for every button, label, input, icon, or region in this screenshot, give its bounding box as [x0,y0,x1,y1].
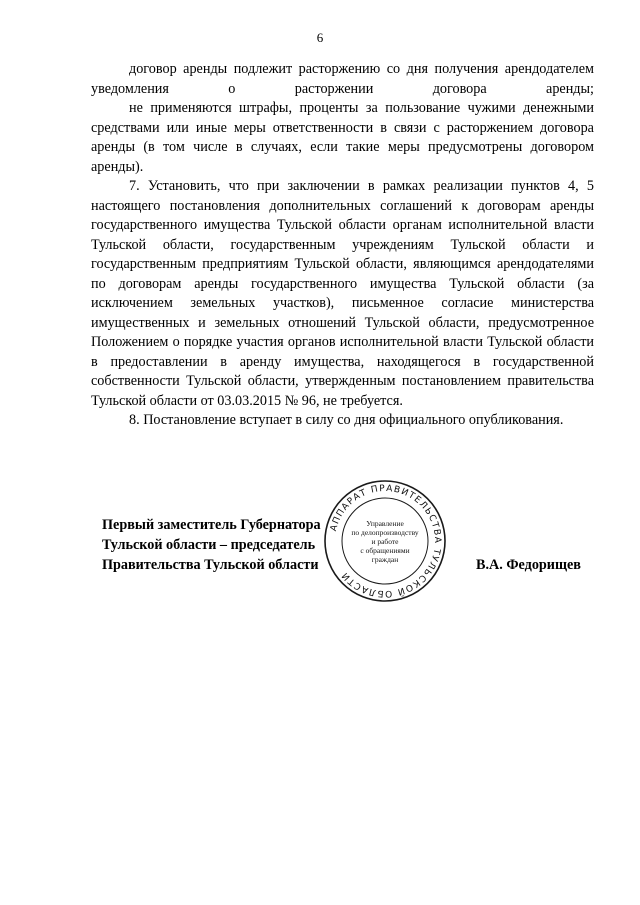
paragraph-no-penalties: не применяются штрафы, проценты за пользование чужими денежными средствами или иные меры ответственности в связи с расторжением договора аренды (в том числе в случаях, если такие меры предусмотрены договором аренды). [91,100,594,175]
signatory-title-line: Тульской области – председатель [102,537,316,553]
stamp-center-line: граждан [371,555,399,564]
stamp-center-line: Управление [366,519,404,528]
page-number: 6 [316,30,324,45]
stamp-ring-text: АППАРАТ ПРАВИТЕЛЬСТВА ТУЛЬСКОЙ ОБЛАСТИ [328,483,443,599]
official-stamp [323,479,447,603]
paragraph-item-8: 8. Постановление вступает в силу со дня официального опубликования. [129,412,564,428]
paragraph-lease-termination: договор аренды подлежит расторжению со дня получения арендодателем уведомления о расторжении договора аренды; [91,61,594,97]
stamp-center-line: и работе [371,537,399,546]
signatory-name: В.А. Федорищев [476,557,581,573]
stamp-center-line: по делопроизводству [351,528,419,537]
stamp-center-text [347,519,423,564]
signatory-title-line: Правительства Тульской области [102,557,319,573]
document-body [91,60,594,431]
stamp-center-line: с обращениями [360,546,410,555]
paragraph-item-7: 7. Установить, что при заключении в рамках реализации пунктов 4, 5 настоящего постановления дополнительных соглашений к договорам аренды государственного имущества Тульской области органам исполнительной власти Тульской области, государственным учреждениям Тульской области и государственным предприятиям Тульской области, являющимся арендодателями по договорам аренды государственного имущества Тульской области (за исключением земельных участков), письменное согласие министерства имущественных и земельных отношений Тульской области, предусмотренное Положением о порядке участия органов исполнительной власти Тульской области в предоставлении в аренду имущества, находящегося в государственной собственности Тульской области, утвержденным постановлением правительства Тульской области от 03.03.2015 № 96, не требуется. [91,178,594,409]
signatory-title-line: Первый заместитель Губернатора [102,517,321,533]
